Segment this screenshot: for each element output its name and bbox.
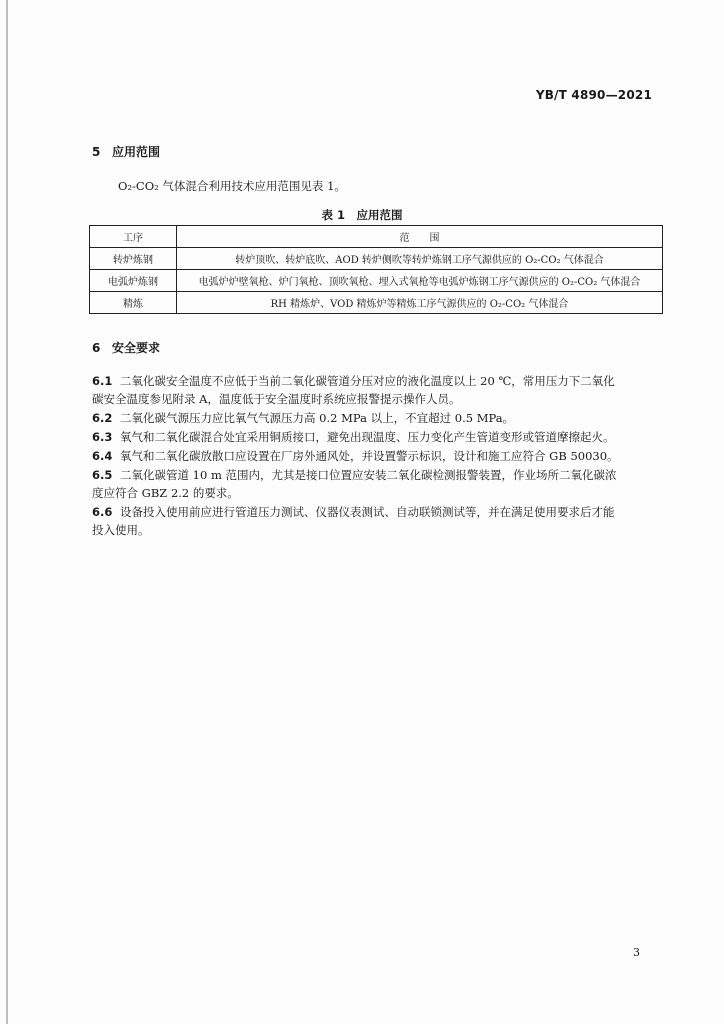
clause-number: 6.2 [92,411,113,425]
table-row [90,248,663,270]
section-5-heading [92,143,160,160]
clause-text: 设备投入使用前应进行管道压力测试、仪器仪表测试、自动联锁测试等，并在满足使用要求后才能 [120,505,615,519]
section-5-intro: O₂-CO₂ 气体混合利用技术应用范围见表 1。 [118,179,346,193]
table-row [90,270,663,292]
section-number: 6 [92,341,101,355]
section-title: 安全要求 [112,341,161,355]
clause-item [92,503,664,539]
table-cell: 精炼 [90,292,177,314]
table-header-cell: 范 围 [177,226,663,248]
clause-item [92,466,664,502]
section-title: 应用范围 [112,145,161,159]
clause-text: 氧气和二氧化碳混合处宜采用铜质接口，避免出现温度、压力变化产生管道变形或管道摩擦起火。 [120,430,615,444]
clause-text-continued: 投入使用。 [92,523,150,537]
page-edge-shadow [6,0,8,1024]
clause-text: 二氧化碳气源压力应比氧气气源压力高 0.2 MPa 以上，不宜超过 0.5 MPa。 [120,411,515,425]
clause-number: 6.3 [92,430,113,444]
clause-item [92,372,664,408]
table-cell: 电弧炉炉壁氧枪、炉门氧枪、顶吹氧枪、埋入式氧枪等电弧炉炼钢工序气源供应的 O₂-CO₂ 气体混合 [177,270,663,292]
standard-code: YB/T 4890—2021 [535,88,652,102]
clause-item [92,409,664,427]
clause-number: 6.5 [92,468,113,482]
clause-text-continued: 碳安全温度参见附录 A，温度低于安全温度时系统应报警提示操作人员。 [92,392,461,406]
table-header-cell: 工序 [90,226,177,248]
table-cell: RH 精炼炉、VOD 精炼炉等精炼工序气源供应的 O₂-CO₂ 气体混合 [177,292,663,314]
table-caption: 表 1 应用范围 [321,208,403,222]
clause-item [92,447,664,465]
safety-requirements-list [92,372,664,540]
clause-text: 二氧化碳管道 10 m 范围内，尤其是接口位置应安装二氧化碳检测报警装置，作业场所二氧化碳浓 [120,468,617,482]
clause-text: 氧气和二氧化碳放散口应设置在厂房外通风处，并设置警示标识，设计和施工应符合 GB 50030。 [120,449,619,463]
section-number: 5 [92,145,101,159]
table-row [90,292,663,314]
table-cell: 电弧炉炼钢 [90,270,177,292]
table-header-row [90,226,663,248]
clause-number: 6.6 [92,505,113,519]
page-number: 3 [633,946,640,959]
clause-text-continued: 度应符合 GBZ 2.2 的要求。 [92,486,239,500]
clause-text: 二氧化碳安全温度不应低于当前二氧化碳管道分压对应的液化温度以上 20 ℃，常用压力下二氧化 [120,374,615,388]
application-range-table [89,225,663,314]
section-6-heading [92,339,160,356]
clause-number: 6.4 [92,449,113,463]
table-cell: 转炉顶吹、转炉底吹、AOD 转炉侧吹等转炉炼钢工序气源供应的 O₂-CO₂ 气体混合 [177,248,663,270]
clause-number: 6.1 [92,374,113,388]
table-cell: 转炉炼钢 [90,248,177,270]
clause-item [92,428,664,446]
